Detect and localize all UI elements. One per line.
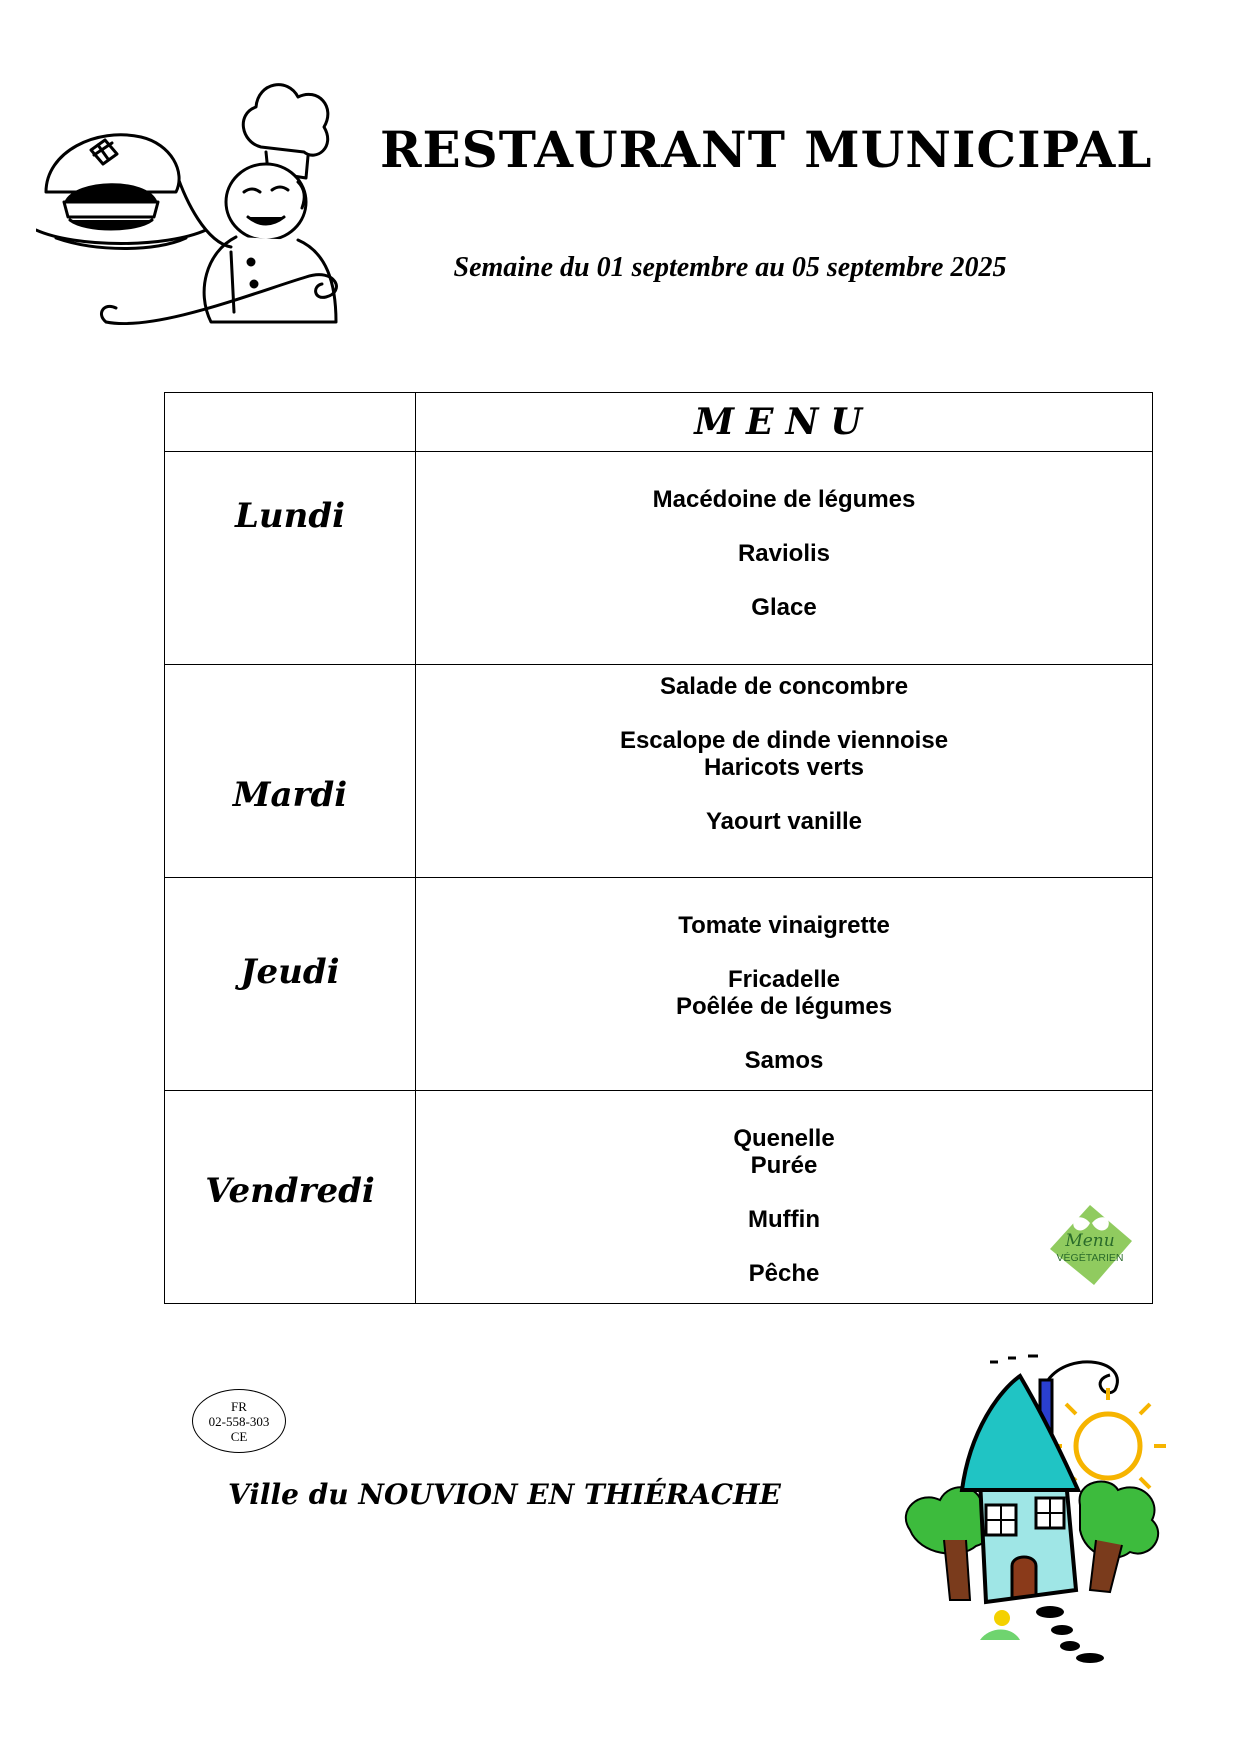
town-name: Ville du NOUVION EN THIÉRACHE	[228, 1478, 781, 1511]
vegetarian-badge-icon	[1044, 1201, 1136, 1287]
dish-item: Samos	[744, 1047, 824, 1074]
stamp-line: FR	[231, 1398, 247, 1414]
menu-row-lundi	[165, 452, 1153, 665]
menu-table	[164, 392, 1153, 1304]
dish-item: Muffin	[748, 1206, 820, 1233]
menu-header-row	[165, 393, 1153, 452]
dish-item: Pêche	[748, 1260, 820, 1287]
dish-item: Macédoine de légumes	[652, 486, 916, 513]
dishes-cell	[416, 1091, 1153, 1304]
day-cell	[165, 452, 416, 665]
dishes-cell	[416, 878, 1153, 1091]
day-cell	[165, 878, 416, 1091]
menu-row-jeudi	[165, 878, 1153, 1091]
menu-header: MENU	[416, 393, 1153, 452]
menu-row-mardi	[165, 665, 1153, 878]
stamp-line: 02-558-303	[208, 1413, 270, 1429]
day-label-vendredi: Vendredi	[205, 1171, 375, 1211]
vegetarian-badge-line1: Menu	[1065, 1231, 1115, 1251]
day-label-lundi: Lundi	[234, 496, 346, 536]
dish-item: Tomate vinaigrette	[678, 912, 890, 939]
dishes-cell	[416, 665, 1153, 878]
vegetarian-badge-line2: VÉGÉTARIEN	[1056, 1252, 1124, 1264]
health-stamp	[192, 1389, 286, 1453]
dish-item: Escalope de dinde viennoise	[619, 727, 949, 754]
page-title: RESTAURANT MUNICIPAL	[380, 120, 1153, 179]
day-cell	[165, 1091, 416, 1304]
house-illustration	[900, 1340, 1170, 1670]
dish-item: Fricadelle	[727, 966, 841, 993]
dish-item: Glace	[751, 594, 817, 621]
day-cell	[165, 665, 416, 878]
dishes-cell	[416, 452, 1153, 665]
dish-item: Raviolis	[737, 540, 831, 567]
dish-item: Purée	[750, 1152, 818, 1179]
stamp-line: CE	[230, 1428, 248, 1444]
dish-item: Haricots verts	[703, 754, 865, 781]
day-label-jeudi: Jeudi	[240, 952, 340, 992]
dish-item: Poêlée de légumes	[675, 993, 893, 1020]
week-subtitle: Semaine du 01 septembre au 05 septembre 2025	[453, 252, 1007, 283]
menu-row-vendredi	[165, 1091, 1153, 1304]
chef-illustration	[36, 52, 356, 342]
dish-item: Salade de concombre	[659, 673, 909, 700]
empty-header-cell	[165, 393, 416, 452]
day-label-mardi: Mardi	[232, 775, 348, 815]
dish-item: Quenelle	[733, 1125, 835, 1152]
dish-item: Yaourt vanille	[705, 808, 863, 835]
